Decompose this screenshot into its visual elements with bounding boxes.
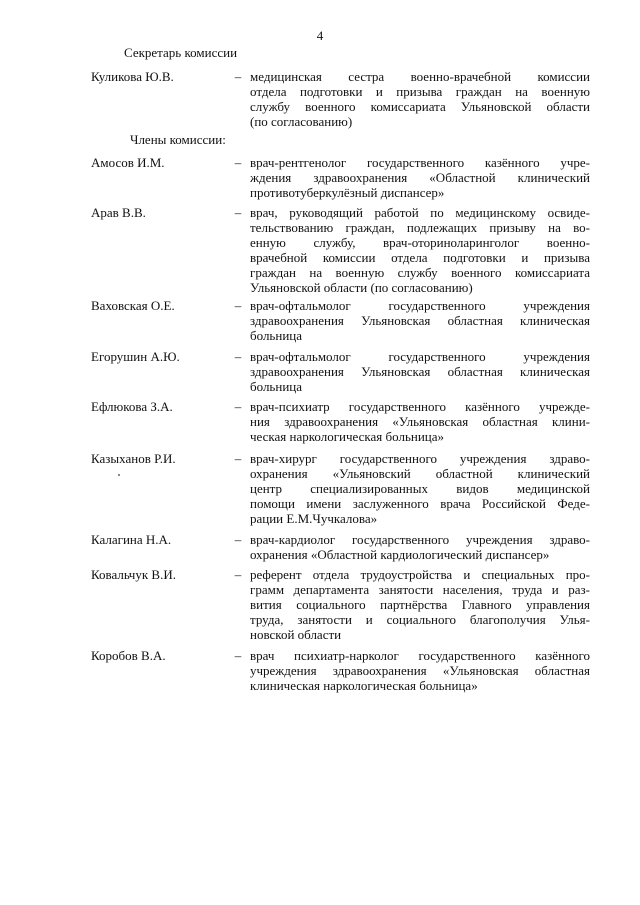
person-name: Егорушин А.Ю.: [91, 349, 180, 364]
description-line: здравоохранения Ульяновская областная клиническая: [250, 364, 590, 379]
position-description: [250, 205, 590, 295]
person-name: Куликова Ю.В.: [91, 69, 174, 84]
dash-separator: –: [234, 69, 242, 84]
members-heading: Члены комиссии:: [130, 132, 226, 147]
description-line: службу военного комиссариата Ульяновской области: [250, 99, 590, 114]
description-line: вития социального партнёрства Главного управления: [250, 597, 590, 612]
position-description: [250, 567, 590, 642]
description-line: медицинская сестра военно-врачебной комиссии: [250, 69, 590, 84]
description-line: ждения здравоохранения «Областной клинический: [250, 170, 590, 185]
position-description: [250, 349, 590, 394]
description-line: труда, занятости и социального благополучия Улья-: [250, 612, 590, 627]
description-line: врач-рентгенолог государственного казённого учре-: [250, 155, 590, 170]
description-line: врач-психиатр государственного казённого учрежде-: [250, 399, 590, 414]
description-line: охранения «Областной кардиологический диспансер»: [250, 547, 550, 562]
dash-separator: –: [234, 349, 242, 364]
person-name: Ковальчук В.И.: [91, 567, 176, 582]
description-line: отдела подготовки и призыва граждан на военную: [250, 84, 590, 99]
description-line: больница: [250, 379, 302, 394]
person-name: Амосов И.М.: [91, 155, 165, 170]
person-name: Коробов В.А.: [91, 648, 166, 663]
description-line: здравоохранения Ульяновская областная клиническая: [250, 313, 590, 328]
description-line: енную службу, врач-оториноларинголог военно-: [250, 235, 590, 250]
description-line: ния здравоохранения «Ульяновская областная клини-: [250, 414, 590, 429]
dash-separator: –: [234, 155, 242, 170]
dash-separator: –: [234, 532, 242, 547]
description-line: врач-кардиолог государственного учреждения здраво-: [250, 532, 590, 547]
position-description: [250, 69, 590, 129]
dash-separator: –: [234, 648, 242, 663]
person-name: Ефлюкова З.А.: [91, 399, 173, 414]
description-line: грамм департамента занятости населения, труда и раз-: [250, 582, 590, 597]
description-line: врач, руководящий работой по медицинскому освиде-: [250, 205, 590, 220]
dash-separator: –: [234, 567, 242, 582]
description-line: охранения «Ульяновский областной клинический: [250, 466, 590, 481]
secretary-heading: Секретарь комиссии: [124, 45, 238, 60]
description-line: клиническая наркологическая больница»: [250, 678, 478, 693]
description-line: врач-хирург государственного учреждения здраво-: [250, 451, 590, 466]
description-line: центр специализированных видов медицинской: [250, 481, 590, 496]
person-name: Арав В.В.: [91, 205, 146, 220]
description-line: противотуберкулёзный диспансер»: [250, 185, 445, 200]
description-line: новской области: [250, 627, 342, 642]
dash-separator: –: [234, 298, 242, 313]
person-name: Калагина Н.А.: [91, 532, 172, 547]
dash-separator: –: [234, 205, 242, 220]
scan-dot: [118, 474, 120, 476]
description-line: врач-офтальмолог государственного учреждения: [250, 349, 590, 364]
position-description: [250, 451, 590, 526]
description-line: рации Е.М.Чучкалова»: [250, 511, 378, 526]
dash-separator: –: [234, 451, 242, 466]
description-line: больница: [250, 328, 302, 343]
person-name: Ваховская О.Е.: [91, 298, 175, 313]
position-description: [250, 532, 590, 562]
dash-separator: –: [234, 399, 242, 414]
person-name: Казыханов Р.И.: [91, 451, 176, 466]
description-line: помощи имени заслуженного врача Российской Феде-: [250, 496, 590, 511]
position-description: [250, 298, 590, 343]
description-line: Ульяновской области (по согласованию): [250, 280, 473, 295]
description-line: врачебной комиссии отдела подготовки и призыва: [250, 250, 590, 265]
description-line: врач психиатр-нарколог государственного казённого: [250, 648, 590, 663]
position-description: [250, 648, 590, 693]
description-line: (по согласованию): [250, 114, 353, 129]
description-line: тельствованию граждан, подлежащих призыву на во-: [250, 220, 590, 235]
position-description: [250, 155, 590, 200]
description-line: референт отдела трудоустройства и специальных про-: [250, 567, 590, 582]
position-description: [250, 399, 590, 444]
description-line: граждан на военную службу военного комиссариата: [250, 265, 590, 280]
description-line: врач-офтальмолог государственного учреждения: [250, 298, 590, 313]
page-number: 4: [316, 28, 324, 43]
description-line: ческая наркологическая больница»: [250, 429, 445, 444]
description-line: учреждения здравоохранения «Ульяновская областная: [250, 663, 590, 678]
